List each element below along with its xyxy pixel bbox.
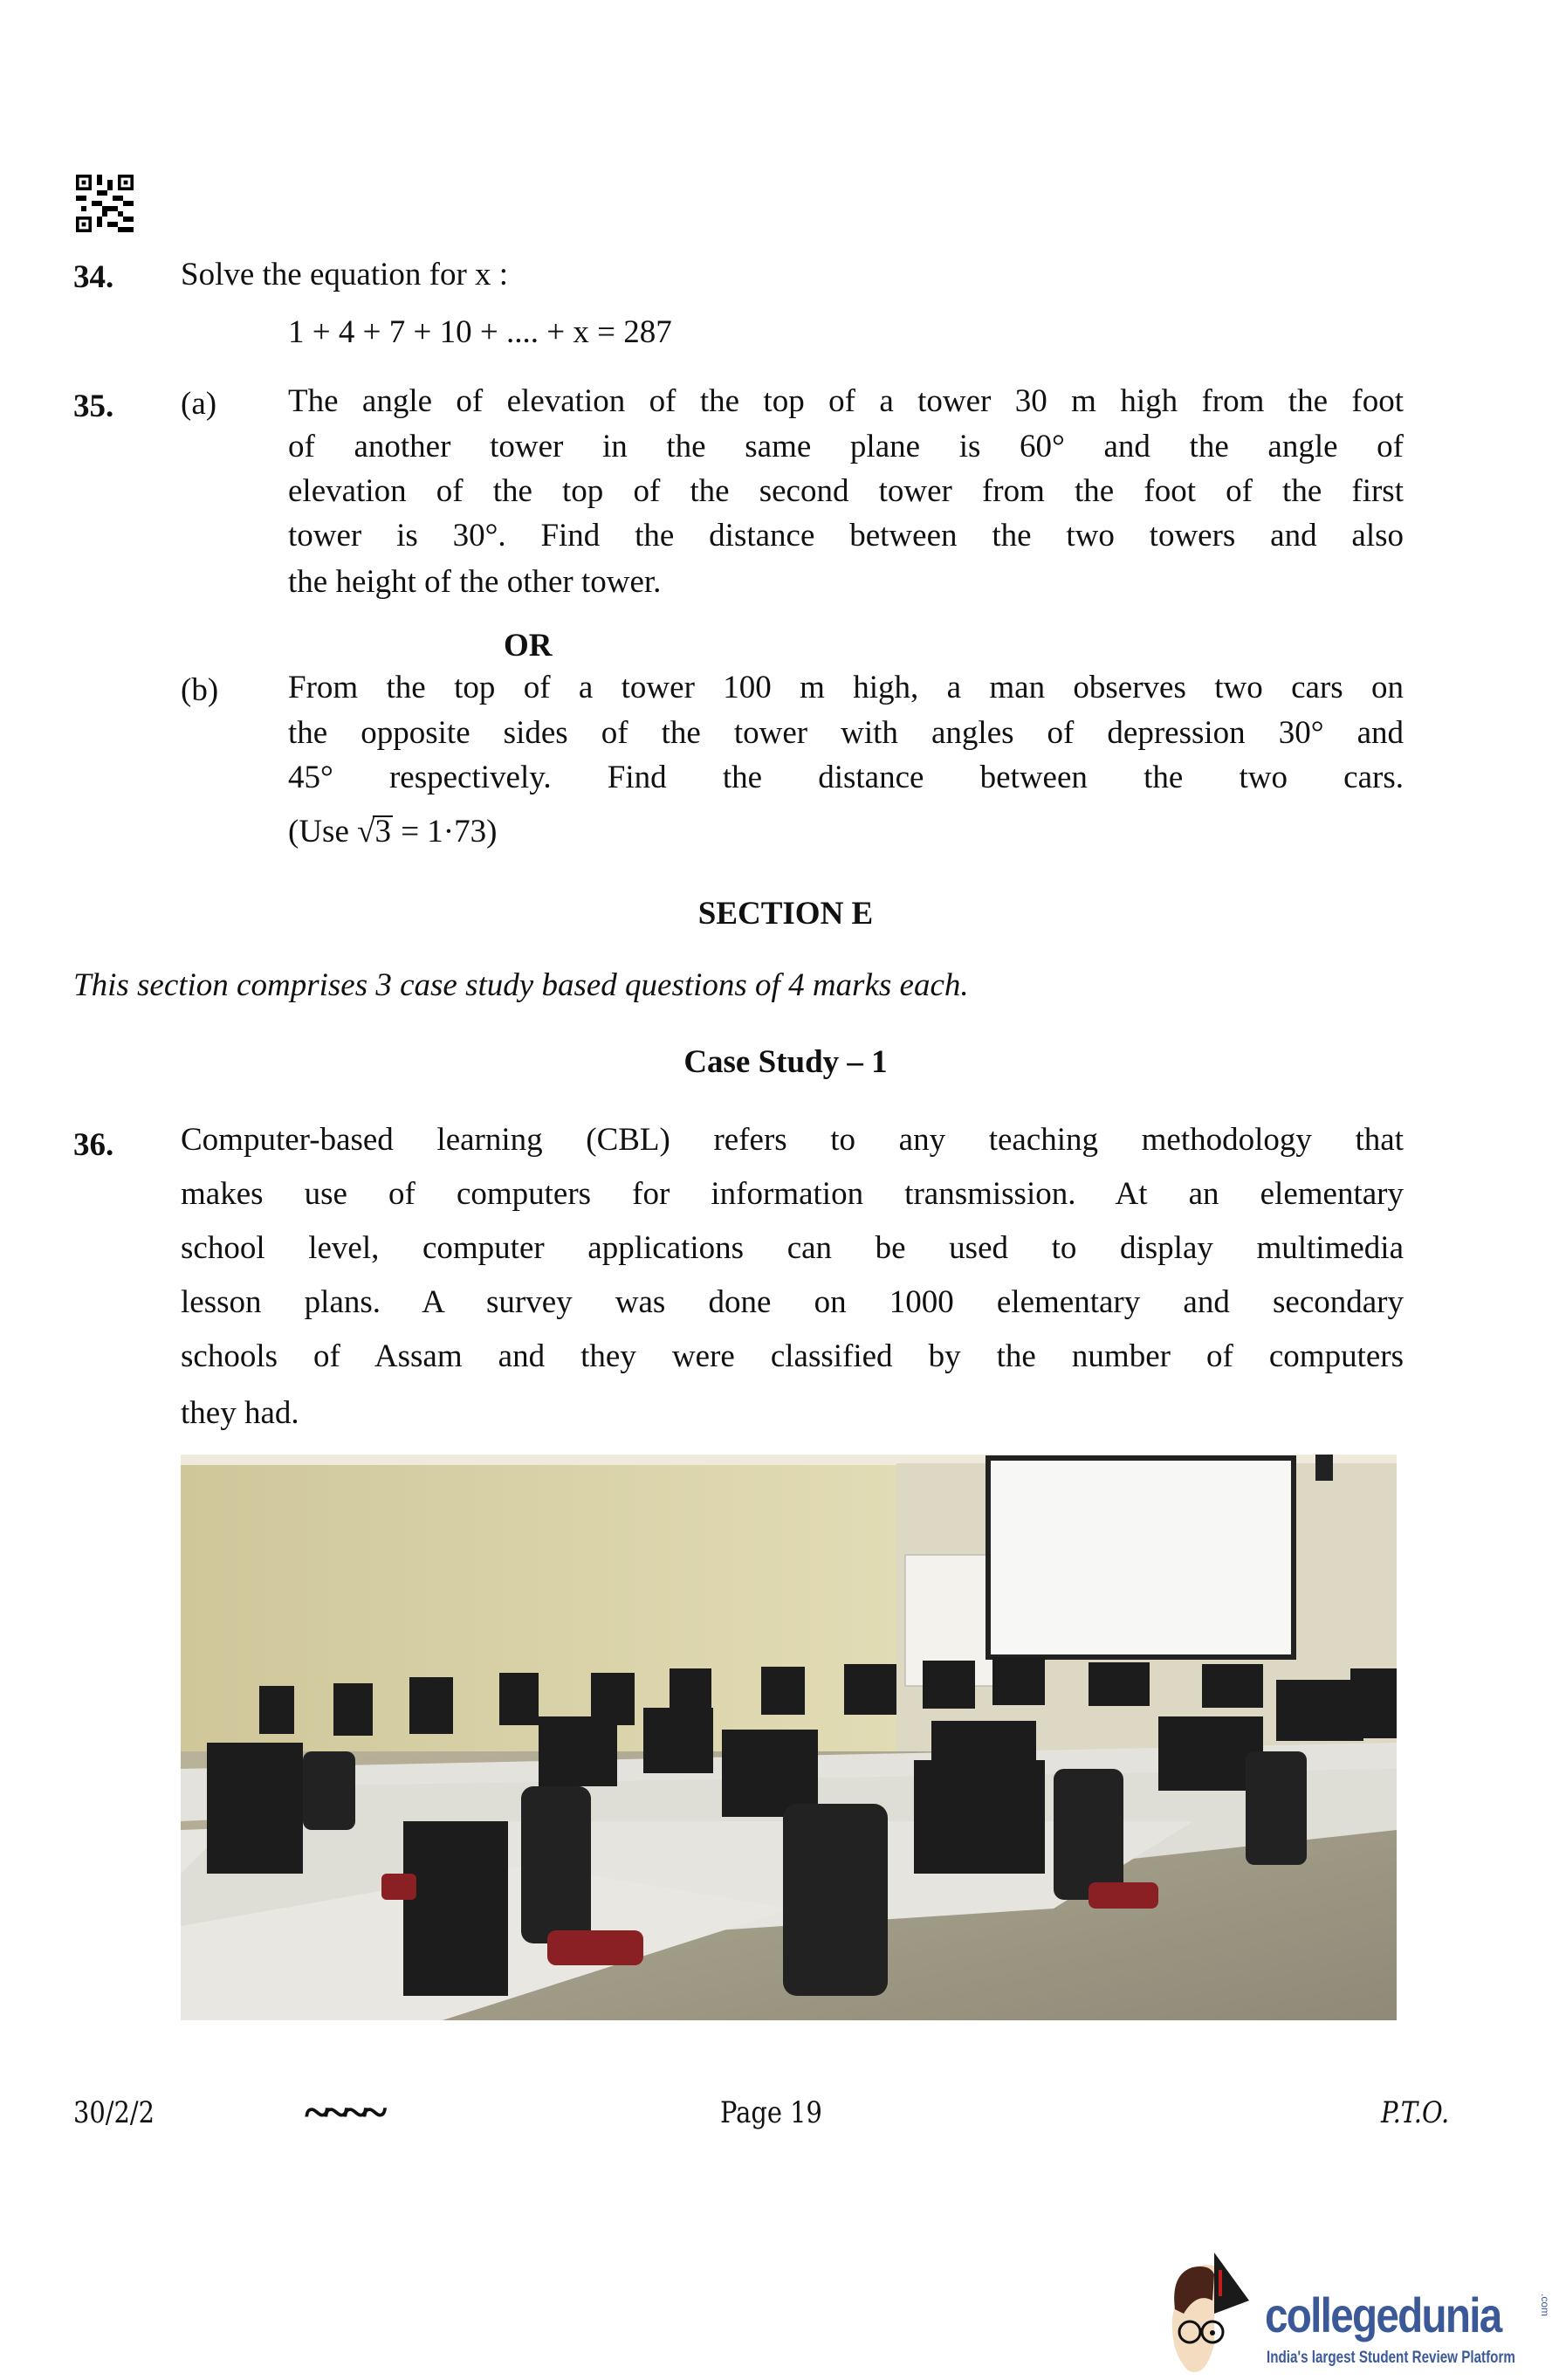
question-number: 35.: [73, 389, 114, 424]
or-label: OR: [504, 628, 553, 664]
text-line: makes use of computers for information transmission. At an elementary: [181, 1176, 1404, 1212]
text-line: the height of the other tower.: [288, 564, 662, 600]
section-description: This section comprises 3 case study based questions of 4 marks each.: [73, 967, 969, 1003]
sqrt-symbol: √: [357, 814, 375, 850]
text: = 1·73): [392, 814, 498, 850]
sqrt-argument: 3: [374, 814, 391, 850]
text-line: tower is 30°. Find the distance between the two towers and also: [288, 518, 1404, 554]
wave-decoration: ~~~~: [305, 2086, 382, 2138]
text-line: 45° respectively. Find the distance between the two cars.: [288, 760, 1404, 795]
text-line: they had.: [181, 1395, 299, 1431]
student-mascot-icon: [1162, 2248, 1267, 2380]
part-label: (b): [181, 672, 219, 708]
question-number: 36.: [73, 1127, 114, 1163]
computer-lab-illustration: [181, 1455, 1397, 2020]
question-34-equation: 1 + 4 + 7 + 10 + .... + x = 287: [288, 314, 672, 350]
section-title: SECTION E: [697, 896, 874, 932]
page-number: Page 19: [720, 2095, 822, 2130]
computer-lab-photo: [181, 1455, 1397, 2020]
case-study-title: Case Study – 1: [683, 1044, 888, 1080]
brand-tagline: India's largest Student Review Platform: [1267, 2349, 1515, 2367]
collegedunia-watermark: [1162, 2248, 1559, 2380]
text-line: school level, computer applications can be used to display multimedia: [181, 1230, 1404, 1266]
text-line: From the top of a tower 100 m high, a man observes two cars on: [288, 670, 1404, 705]
part-label: (a): [181, 386, 217, 422]
text: (Use: [288, 814, 358, 850]
question-34-prompt: Solve the equation for x :: [181, 257, 509, 292]
qr-code-icon: [76, 175, 134, 232]
text-line: elevation of the top of the second tower from the foot of the first: [288, 473, 1404, 509]
brand-name: collegedunia: [1265, 2287, 1501, 2342]
text-line: of another tower in the same plane is 60° and the angle of: [288, 429, 1404, 464]
text-line: The angle of elevation of the top of a tower 30 m high from the foot: [288, 383, 1404, 419]
text-line: schools of Assam and they were classified by the number of computers: [181, 1338, 1404, 1374]
paper-code: 30/2/2: [73, 2095, 155, 2130]
text-line: lesson plans. A survey was done on 1000 elementary and secondary: [181, 1284, 1404, 1320]
text-line: Computer-based learning (CBL) refers to any teaching methodology that: [181, 1122, 1404, 1158]
pto-label: P.T.O.: [1381, 2095, 1450, 2130]
question-number: 34.: [73, 259, 114, 295]
text-line: the opposite sides of the tower with angles of depression 30° and: [288, 715, 1404, 751]
sqrt-note: [288, 815, 497, 848]
brand-tld: .com: [1539, 2294, 1551, 2317]
